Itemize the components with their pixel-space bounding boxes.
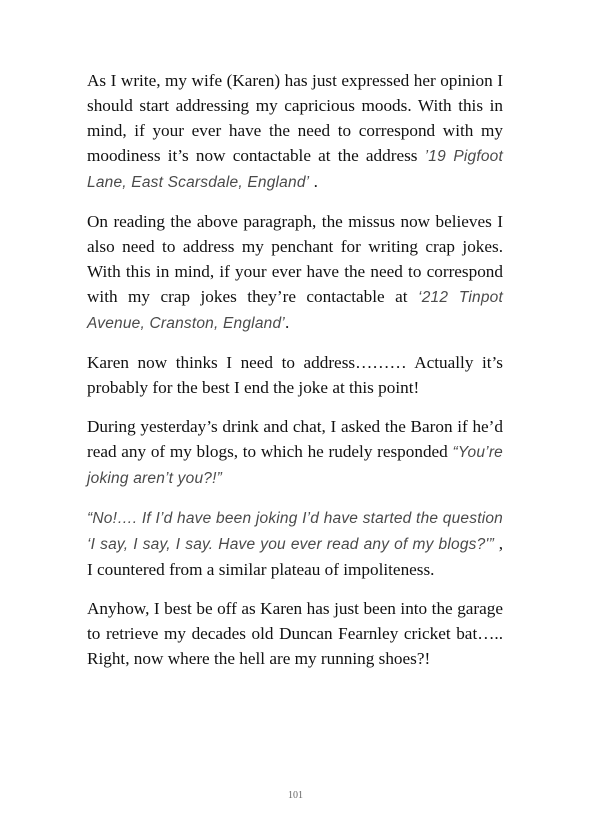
paragraph-1-end: . (309, 172, 318, 191)
address-moodiness: ’19 Pigfoot Lane, East Scarsdale, England’ (87, 148, 503, 191)
paragraph-5-text: , I countered from a similar plateau of impoliteness. (87, 534, 504, 579)
paragraph-1-text: As I write, my wife (Karen) has just expressed her opinion I should start addressing my capricious moods. With this in mind, if your ever have the need to correspond with my moodiness it’s now contactable at the address (87, 71, 503, 165)
paragraph-6 (87, 596, 503, 671)
paragraph-2-text: On reading the above paragraph, the missus now believes I also need to address my penchant for writing crap jokes. With this in mind, if your ever have the need to correspond with my crap jokes they’re contactable at (87, 212, 503, 306)
paragraph-1 (87, 68, 503, 195)
address-crap-jokes: ‘212 Tinpot Avenue, Cranston, England’ (87, 289, 503, 332)
paragraph-2-end: . (284, 313, 290, 332)
paragraph-2 (87, 209, 503, 336)
paragraph-5 (87, 505, 503, 582)
author-quote: “No!…. If I’d have been joking I’d have started the question ‘I say, I say, I say. Have you ever read any of my blogs?'” (87, 510, 503, 553)
paragraph-4-text: During yesterday’s drink and chat, I asked the Baron if he’d read any of my blogs, to which he rudely responded (87, 417, 503, 461)
paragraph-4 (87, 414, 503, 491)
paragraph-3-text: Karen now thinks I need to address……… Actually it’s probably for the best I end the joke at this point! (87, 353, 503, 397)
body-text (87, 68, 503, 685)
paragraph-6-text: Anyhow, I best be off as Karen has just been into the garage to retrieve my decades old Duncan Fearnley cricket bat….. Right, now where the hell are my running shoes?! (87, 599, 503, 668)
paragraph-3 (87, 350, 503, 400)
page-number: 101 (288, 790, 303, 801)
baron-quote: “You’re joking aren’t you?!” (87, 444, 503, 487)
